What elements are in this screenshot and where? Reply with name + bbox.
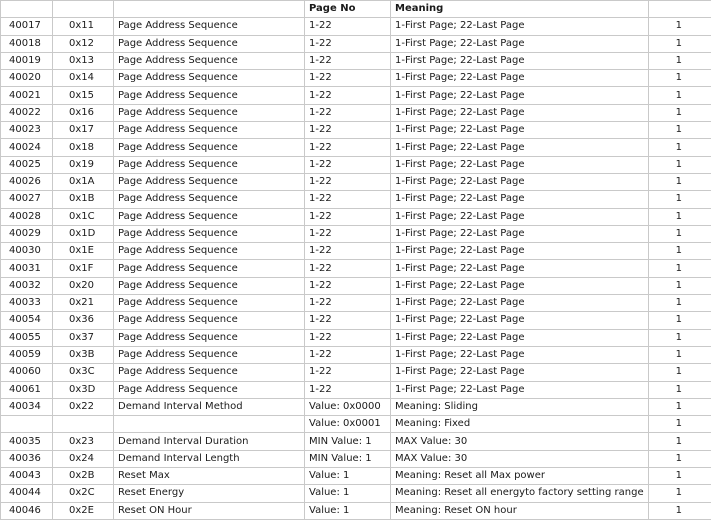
count-cell: 1: [649, 485, 711, 502]
table-row: [1, 156, 711, 173]
page-no-cell: 1-22: [305, 364, 391, 381]
register-address-cell: 40030: [1, 243, 53, 260]
meaning-cell: 1-First Page; 22-Last Page: [391, 364, 649, 381]
table-row: [1, 70, 711, 87]
meaning-cell: MAX Value: 30: [391, 433, 649, 450]
table-row: [1, 52, 711, 69]
meaning-cell: 1-First Page; 22-Last Page: [391, 156, 649, 173]
register-address-cell: 40031: [1, 260, 53, 277]
count-cell: 1: [649, 416, 711, 433]
meaning-cell: MAX Value: 30: [391, 450, 649, 467]
register-address-cell: 40035: [1, 433, 53, 450]
page-no-cell: 1-22: [305, 35, 391, 52]
table-row: [1, 450, 711, 467]
table-row: [1, 208, 711, 225]
description-cell: [114, 416, 305, 433]
count-cell: 1: [649, 191, 711, 208]
table-row: [1, 35, 711, 52]
meaning-cell: Meaning: Fixed: [391, 416, 649, 433]
table-row: [1, 260, 711, 277]
hex-address-cell: 0x22: [53, 398, 114, 415]
page-no-cell: 1-22: [305, 156, 391, 173]
count-cell: 1: [649, 70, 711, 87]
table-row: [1, 104, 711, 121]
page-no-cell: 1-22: [305, 173, 391, 190]
register-address-cell: 40026: [1, 173, 53, 190]
register-address-cell: 40032: [1, 277, 53, 294]
header-cell-register: [1, 1, 53, 18]
page-no-cell: Value: 1: [305, 502, 391, 519]
register-address-cell: 40044: [1, 485, 53, 502]
table-row: [1, 329, 711, 346]
meaning-cell: 1-First Page; 22-Last Page: [391, 381, 649, 398]
table-row: [1, 139, 711, 156]
page-no-cell: 1-22: [305, 122, 391, 139]
hex-address-cell: 0x2E: [53, 502, 114, 519]
table-body: [1, 18, 711, 520]
count-cell: 1: [649, 295, 711, 312]
page-no-cell: Value: 1: [305, 485, 391, 502]
count-cell: 1: [649, 433, 711, 450]
register-address-cell: 40054: [1, 312, 53, 329]
description-cell: Page Address Sequence: [114, 329, 305, 346]
page-no-cell: 1-22: [305, 87, 391, 104]
table-row: [1, 468, 711, 485]
hex-address-cell: 0x37: [53, 329, 114, 346]
hex-address-cell: 0x18: [53, 139, 114, 156]
page-no-cell: Value: 1: [305, 468, 391, 485]
table-row: [1, 398, 711, 415]
page-no-cell: 1-22: [305, 295, 391, 312]
meaning-cell: 1-First Page; 22-Last Page: [391, 52, 649, 69]
count-cell: 1: [649, 156, 711, 173]
meaning-cell: 1-First Page; 22-Last Page: [391, 70, 649, 87]
meaning-cell: Meaning: Reset ON hour: [391, 502, 649, 519]
meaning-cell: Meaning: Sliding: [391, 398, 649, 415]
count-cell: 1: [649, 208, 711, 225]
register-address-cell: 40018: [1, 35, 53, 52]
register-address-cell: 40020: [1, 70, 53, 87]
meaning-cell: 1-First Page; 22-Last Page: [391, 104, 649, 121]
description-cell: Page Address Sequence: [114, 87, 305, 104]
description-cell: Reset Max: [114, 468, 305, 485]
hex-address-cell: 0x21: [53, 295, 114, 312]
header-cell-hex: [53, 1, 114, 18]
description-cell: Page Address Sequence: [114, 243, 305, 260]
hex-address-cell: 0x23: [53, 433, 114, 450]
description-cell: Page Address Sequence: [114, 122, 305, 139]
hex-address-cell: 0x2B: [53, 468, 114, 485]
description-cell: Demand Interval Duration: [114, 433, 305, 450]
table-row: [1, 433, 711, 450]
page-no-cell: Value: 0x0000: [305, 398, 391, 415]
description-cell: Page Address Sequence: [114, 173, 305, 190]
count-cell: 1: [649, 35, 711, 52]
count-cell: 1: [649, 312, 711, 329]
meaning-cell: 1-First Page; 22-Last Page: [391, 243, 649, 260]
meaning-cell: 1-First Page; 22-Last Page: [391, 260, 649, 277]
hex-address-cell: 0x24: [53, 450, 114, 467]
hex-address-cell: 0x1A: [53, 173, 114, 190]
page-no-cell: Value: 0x0001: [305, 416, 391, 433]
meaning-cell: 1-First Page; 22-Last Page: [391, 277, 649, 294]
hex-address-cell: 0x11: [53, 18, 114, 35]
hex-address-cell: [53, 416, 114, 433]
register-address-cell: 40021: [1, 87, 53, 104]
meaning-cell: 1-First Page; 22-Last Page: [391, 122, 649, 139]
header-cell-count: [649, 1, 711, 18]
table-row: [1, 225, 711, 242]
table-row: [1, 243, 711, 260]
description-cell: Demand Interval Length: [114, 450, 305, 467]
count-cell: 1: [649, 502, 711, 519]
page-no-cell: 1-22: [305, 225, 391, 242]
hex-address-cell: 0x3D: [53, 381, 114, 398]
hex-address-cell: 0x3B: [53, 346, 114, 363]
hex-address-cell: 0x1D: [53, 225, 114, 242]
description-cell: Reset Energy: [114, 485, 305, 502]
page-no-cell: 1-22: [305, 52, 391, 69]
count-cell: 1: [649, 450, 711, 467]
count-cell: 1: [649, 104, 711, 121]
description-cell: Page Address Sequence: [114, 191, 305, 208]
register-address-cell: 40033: [1, 295, 53, 312]
page-no-cell: 1-22: [305, 70, 391, 87]
table-row: [1, 502, 711, 519]
hex-address-cell: 0x1C: [53, 208, 114, 225]
meaning-cell: 1-First Page; 22-Last Page: [391, 346, 649, 363]
count-cell: 1: [649, 329, 711, 346]
description-cell: Page Address Sequence: [114, 260, 305, 277]
count-cell: 1: [649, 173, 711, 190]
count-cell: 1: [649, 398, 711, 415]
hex-address-cell: 0x20: [53, 277, 114, 294]
description-cell: Page Address Sequence: [114, 35, 305, 52]
description-cell: Page Address Sequence: [114, 346, 305, 363]
description-cell: Demand Interval Method: [114, 398, 305, 415]
table-row: [1, 18, 711, 35]
meaning-cell: 1-First Page; 22-Last Page: [391, 329, 649, 346]
meaning-cell: 1-First Page; 22-Last Page: [391, 295, 649, 312]
count-cell: 1: [649, 18, 711, 35]
table-row: [1, 173, 711, 190]
register-address-cell: 40046: [1, 502, 53, 519]
page-no-cell: 1-22: [305, 191, 391, 208]
description-cell: Page Address Sequence: [114, 156, 305, 173]
hex-address-cell: 0x15: [53, 87, 114, 104]
table-row: [1, 312, 711, 329]
description-cell: Page Address Sequence: [114, 364, 305, 381]
register-address-cell: 40024: [1, 139, 53, 156]
meaning-cell: 1-First Page; 22-Last Page: [391, 191, 649, 208]
description-cell: Page Address Sequence: [114, 139, 305, 156]
table-row: [1, 122, 711, 139]
meaning-cell: 1-First Page; 22-Last Page: [391, 225, 649, 242]
register-address-cell: 40029: [1, 225, 53, 242]
count-cell: 1: [649, 243, 711, 260]
description-cell: Page Address Sequence: [114, 52, 305, 69]
register-address-cell: 40061: [1, 381, 53, 398]
header-cell-description: [114, 1, 305, 18]
header-row: [1, 1, 711, 18]
register-address-cell: 40060: [1, 364, 53, 381]
description-cell: Reset ON Hour: [114, 502, 305, 519]
register-address-cell: 40019: [1, 52, 53, 69]
header-cell-meaning: Meaning: [391, 1, 649, 18]
page-no-cell: 1-22: [305, 104, 391, 121]
count-cell: 1: [649, 468, 711, 485]
meaning-cell: Meaning: Reset all energyto factory setting range: [391, 485, 649, 502]
page-no-cell: 1-22: [305, 208, 391, 225]
count-cell: 1: [649, 364, 711, 381]
page-no-cell: MIN Value: 1: [305, 450, 391, 467]
page-no-cell: 1-22: [305, 243, 391, 260]
register-address-cell: 40017: [1, 18, 53, 35]
meaning-cell: 1-First Page; 22-Last Page: [391, 139, 649, 156]
register-address-cell: 40028: [1, 208, 53, 225]
count-cell: 1: [649, 225, 711, 242]
header-cell-page-no: Page No: [305, 1, 391, 18]
meaning-cell: Meaning: Reset all Max power: [391, 468, 649, 485]
register-address-cell: 40034: [1, 398, 53, 415]
table-row: [1, 416, 711, 433]
table-row: [1, 364, 711, 381]
description-cell: Page Address Sequence: [114, 381, 305, 398]
register-address-cell: 40023: [1, 122, 53, 139]
count-cell: 1: [649, 52, 711, 69]
meaning-cell: 1-First Page; 22-Last Page: [391, 312, 649, 329]
page-no-cell: 1-22: [305, 346, 391, 363]
table-row: [1, 346, 711, 363]
hex-address-cell: 0x17: [53, 122, 114, 139]
hex-address-cell: 0x1B: [53, 191, 114, 208]
hex-address-cell: 0x14: [53, 70, 114, 87]
hex-address-cell: 0x1E: [53, 243, 114, 260]
count-cell: 1: [649, 381, 711, 398]
count-cell: 1: [649, 87, 711, 104]
hex-address-cell: 0x1F: [53, 260, 114, 277]
register-address-cell: 40022: [1, 104, 53, 121]
page-no-cell: 1-22: [305, 18, 391, 35]
hex-address-cell: 0x19: [53, 156, 114, 173]
page-no-cell: 1-22: [305, 312, 391, 329]
count-cell: 1: [649, 122, 711, 139]
register-address-cell: 40027: [1, 191, 53, 208]
count-cell: 1: [649, 260, 711, 277]
page-no-cell: 1-22: [305, 277, 391, 294]
hex-address-cell: 0x12: [53, 35, 114, 52]
table-row: [1, 295, 711, 312]
table-row: [1, 191, 711, 208]
description-cell: Page Address Sequence: [114, 104, 305, 121]
description-cell: Page Address Sequence: [114, 225, 305, 242]
meaning-cell: 1-First Page; 22-Last Page: [391, 18, 649, 35]
table-row: [1, 277, 711, 294]
register-address-cell: 40059: [1, 346, 53, 363]
description-cell: Page Address Sequence: [114, 295, 305, 312]
register-address-cell: 40025: [1, 156, 53, 173]
description-cell: Page Address Sequence: [114, 312, 305, 329]
count-cell: 1: [649, 346, 711, 363]
page-no-cell: 1-22: [305, 381, 391, 398]
count-cell: 1: [649, 139, 711, 156]
page-no-cell: MIN Value: 1: [305, 433, 391, 450]
table-row: [1, 381, 711, 398]
description-cell: Page Address Sequence: [114, 70, 305, 87]
register-address-cell: 40043: [1, 468, 53, 485]
description-cell: Page Address Sequence: [114, 208, 305, 225]
hex-address-cell: 0x36: [53, 312, 114, 329]
hex-address-cell: 0x3C: [53, 364, 114, 381]
count-cell: 1: [649, 277, 711, 294]
meaning-cell: 1-First Page; 22-Last Page: [391, 35, 649, 52]
meaning-cell: 1-First Page; 22-Last Page: [391, 173, 649, 190]
table-row: [1, 485, 711, 502]
page-no-cell: 1-22: [305, 329, 391, 346]
page-no-cell: 1-22: [305, 139, 391, 156]
meaning-cell: 1-First Page; 22-Last Page: [391, 87, 649, 104]
register-address-cell: 40036: [1, 450, 53, 467]
page-no-cell: 1-22: [305, 260, 391, 277]
hex-address-cell: 0x2C: [53, 485, 114, 502]
register-address-cell: 40055: [1, 329, 53, 346]
table-row: [1, 87, 711, 104]
description-cell: Page Address Sequence: [114, 18, 305, 35]
meaning-cell: 1-First Page; 22-Last Page: [391, 208, 649, 225]
register-address-cell: [1, 416, 53, 433]
description-cell: Page Address Sequence: [114, 277, 305, 294]
hex-address-cell: 0x13: [53, 52, 114, 69]
hex-address-cell: 0x16: [53, 104, 114, 121]
